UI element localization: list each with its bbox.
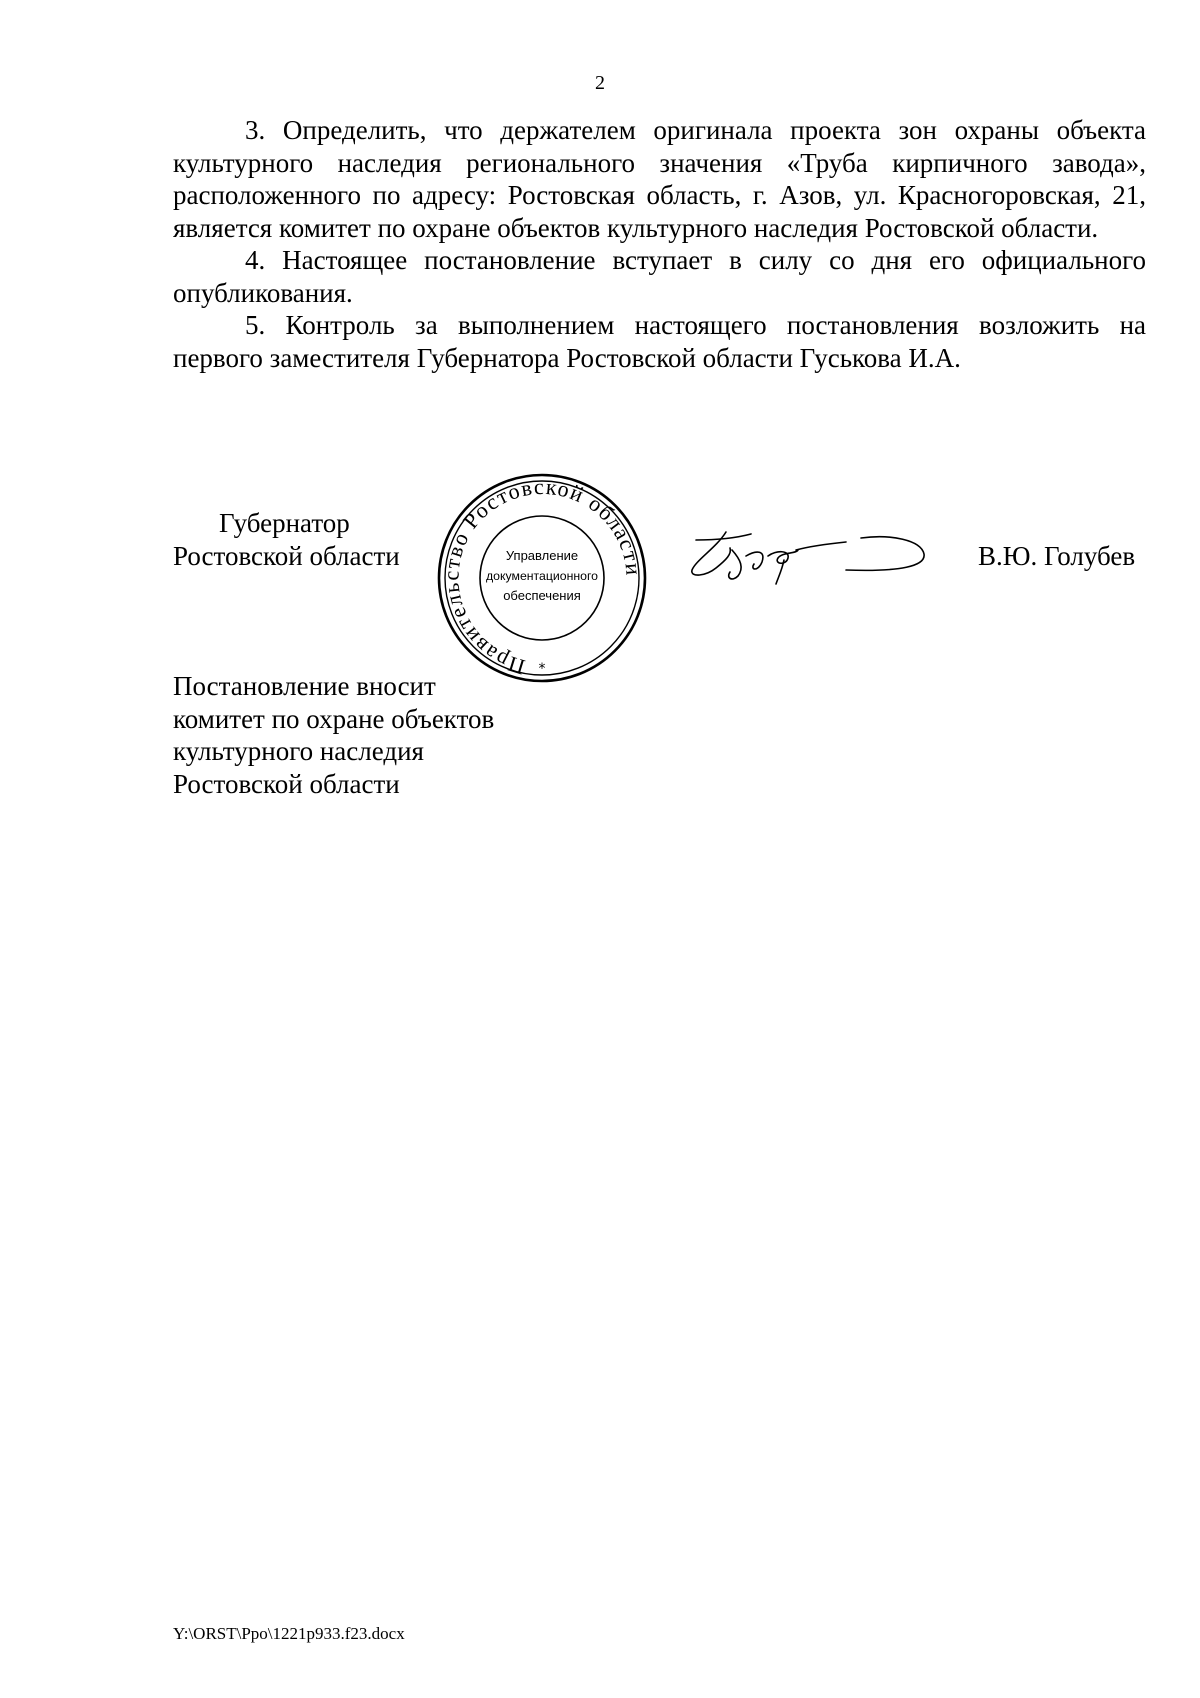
stamp-star: *: [538, 661, 546, 677]
submitter-line3: культурного наследия: [173, 736, 424, 766]
submitter-line2: комитет по охране объектов: [173, 703, 495, 734]
submitter-line1: Постановление вносит: [173, 671, 436, 701]
stamp-inner-line1: Управление: [505, 548, 579, 563]
signature-title: [173, 507, 400, 572]
document-body: [173, 114, 1146, 374]
file-path-footer: Y:\ORST\Ppo\1221p933.f23.docx: [173, 1624, 405, 1643]
submitter-block: [173, 670, 494, 800]
page-number: 2: [595, 72, 605, 94]
stamp-ring-text: Правительство Ростовской области: [438, 473, 647, 680]
signature-title-line2: Ростовской области: [173, 540, 400, 571]
paragraph-5: 5. Контроль за выполнением настоящего постановления возложить на первого заместителя Губернатора Ростовской области Гуськова И.А.: [173, 310, 1146, 373]
paragraph-4: 4. Настоящее постановление вступает в силу со дня его официального опубликования.: [173, 245, 1146, 308]
signer-name: В.Ю. Голубев: [978, 541, 1136, 571]
stamp-inner-line2: документационного: [486, 569, 599, 583]
stamp-inner-line3: обеспечения: [503, 588, 581, 603]
paragraph-3: 3. Определить, что держателем оригинала проекта зон охраны объекта культурного наследия регионального значения «Труба кирпичного завода», расположенного по адресу: Ростовская область, г. Азов, ул. Красногоровская, 21, является комитет по охране объектов культурного наследия Ростовской области.: [173, 115, 1146, 243]
submitter-line4: Ростовской области: [173, 768, 400, 799]
signature-title-line1: Губернатор: [219, 508, 350, 538]
handwritten-signature: [686, 520, 936, 595]
official-stamp: [432, 468, 652, 688]
